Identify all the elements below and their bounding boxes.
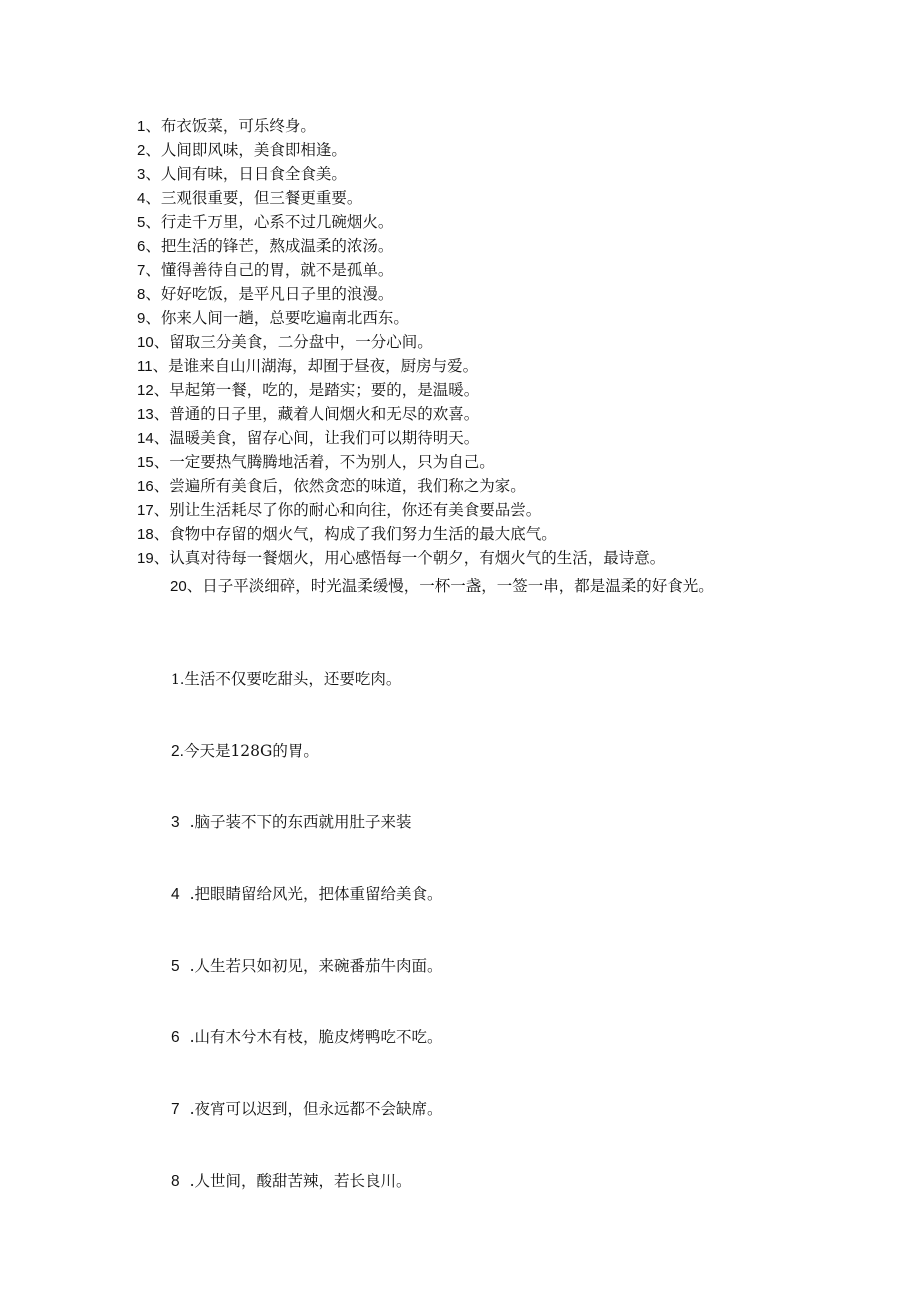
item-text: 生活不仅要吃甜头，还要吃肉。 [184,670,402,688]
item-number: 10 [137,334,154,351]
item-text: 、好好吃饭，是平凡日子里的浪漫。 [145,285,394,303]
list-item [171,1097,443,1122]
list-item [137,210,797,234]
item-number: 3 [137,166,146,183]
list-item [171,667,401,692]
item-text: 、是谁来自山川湖海，却囿于昼夜，厨房与爱。 [152,357,479,375]
item-number: 2. [171,743,184,760]
item-text: 、早起第一餐，吃的，是踏实；要的，是温暖。 [153,381,480,399]
item-number: 17 [137,502,154,519]
list-item [137,498,797,522]
list-item [137,450,797,474]
item-number: 19 [137,550,154,567]
item-text: 今天是128G的胃。 [183,742,319,760]
list-item-paragraph [137,574,797,599]
list-item [171,1169,412,1194]
list-item [137,114,797,138]
item-text: 、食物中存留的烟火气，构成了我们努力生活的最大底气。 [153,525,557,543]
item-number: 5 [171,958,180,975]
list-item [171,810,412,835]
item-number: 5 [137,214,146,231]
item-text: 、懂得善待自己的胃，就不是孤单。 [145,261,394,279]
item-text: 、把生活的锋芒，熬成温柔的浓汤。 [145,237,394,255]
item-number: 11 [137,358,153,375]
list-item [171,739,319,764]
list-item [137,402,797,426]
item-number: 1 [137,118,146,135]
item-text: 、日子平淡细碎，时光温柔缓慢，一杯一盏，一签一串，都是温柔的好食光。 [186,577,714,595]
list-item [137,234,797,258]
item-text: 、行走千万里，心系不过几碗烟火。 [145,213,394,231]
item-number: 3 [171,814,180,831]
item-number: 4 [171,886,180,903]
list-item [137,306,797,330]
item-text: .脑子装不下的东西就用肚子来装 [189,813,412,831]
list-item [137,282,797,306]
item-number: 8 [137,286,146,303]
item-text: 、人间即风味，美食即相逢。 [145,141,347,159]
list-item [137,546,797,570]
item-text: .把眼睛留给风光，把体重留给美食。 [189,885,443,903]
item-text: .人生若只如初见，来碗番茄牛肉面。 [189,957,443,975]
item-number: 20 [170,578,187,595]
item-text: 、一定要热气腾腾地活着，不为别人，只为自己。 [153,453,495,471]
item-text: 、你来人间一趟，总要吃遍南北西东。 [145,309,409,327]
food-quotes-list [137,114,797,599]
list-item [171,882,443,907]
list-item [171,1025,443,1050]
item-number: 15 [137,454,154,471]
item-text: 、别让生活耗尽了你的耐心和向往，你还有美食要品尝。 [153,501,542,519]
item-number: 16 [137,478,154,495]
list-item [171,954,443,979]
list-item [137,258,797,282]
item-text: 、温暖美食，留存心间，让我们可以期待明天。 [153,429,480,447]
item-number: 13 [137,406,154,423]
list-item [137,378,797,402]
list-item [137,522,797,546]
item-number: 6 [171,1029,180,1046]
item-text: 、布衣饭菜，可乐终身。 [145,117,316,135]
item-text: 、认真对待每一餐烟火，用心感悟每一个朝夕，有烟火气的生活，最诗意。 [153,549,666,567]
item-number: 9 [137,310,146,327]
item-text: .人世间，酸甜苦辣，若长良川。 [189,1172,412,1190]
item-text: .山有木兮木有枝，脆皮烤鸭吃不吃。 [189,1028,443,1046]
item-number: 2 [137,142,146,159]
list-item [137,354,797,378]
item-number: 7 [171,1101,180,1118]
item-number: 12 [137,382,154,399]
item-text: 、普通的日子里，藏着人间烟火和无尽的欢喜。 [153,405,480,423]
item-number: 8 [171,1173,180,1190]
item-number: 4 [137,190,146,207]
item-text: 、三观很重要，但三餐更重要。 [145,189,363,207]
list-item [137,138,797,162]
item-text: .夜宵可以迟到，但永远都不会缺席。 [189,1100,443,1118]
list-item [137,474,797,498]
item-number: 7 [137,262,146,279]
item-number: 6 [137,238,146,255]
list-item [137,162,797,186]
item-text: 、尝遍所有美食后，依然贪恋的味道，我们称之为家。 [153,477,526,495]
item-number: 14 [137,430,154,447]
list-item [137,426,797,450]
item-text: 、人间有味，日日食全食美。 [145,165,347,183]
list-item [137,186,797,210]
item-text: 、留取三分美食，二分盘中，一分心间。 [153,333,433,351]
item-number: 18 [137,526,154,543]
item-number: 1. [171,672,185,688]
list-item [137,330,797,354]
